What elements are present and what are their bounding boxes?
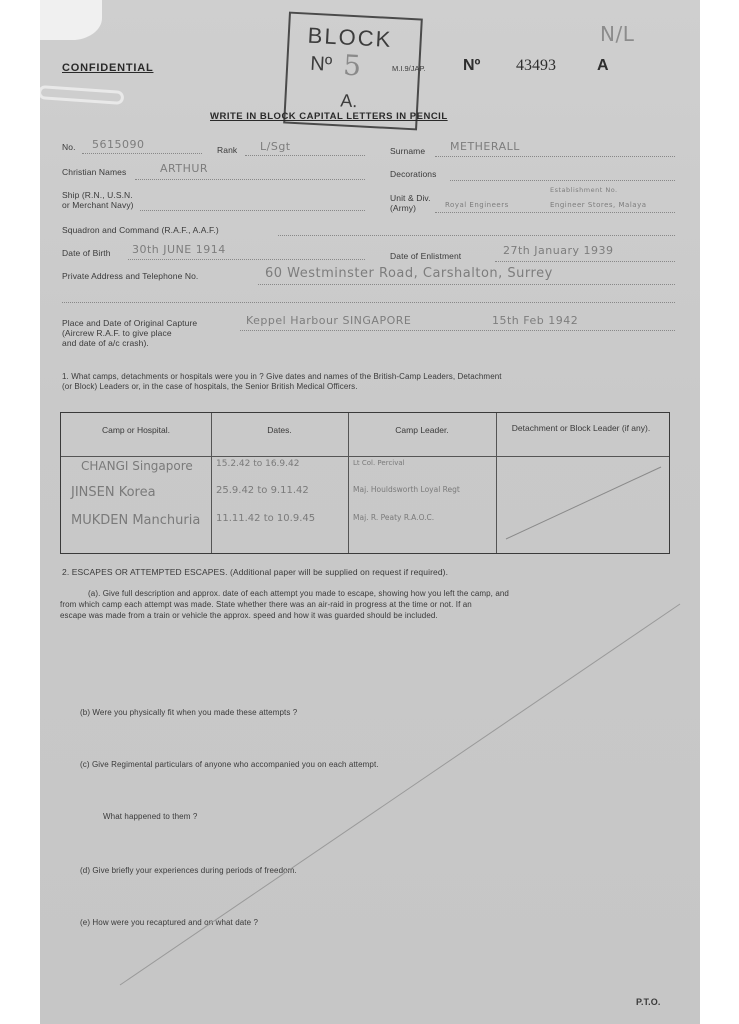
- surname-value: METHERALL: [450, 140, 520, 153]
- serial-number: 43493: [516, 57, 556, 74]
- table-row-2-dates: 25.9.42 to 9.11.42: [216, 485, 309, 496]
- question-2a-line1: (a). Give full description and approx. date of each attempt you made to escape, showing how you left the camp, and: [88, 589, 509, 598]
- scan-margin-left: [0, 0, 40, 1024]
- christian-names-label: Christian Names: [62, 167, 127, 177]
- question-2b: (b) Were you physically fit when you made these attempts ?: [80, 708, 298, 717]
- column-header-leader: Camp Leader.: [395, 425, 449, 435]
- question-2-heading: 2. ESCAPES OR ATTEMPTED ESCAPES. (Additional paper will be supplied on request if required).: [62, 567, 449, 577]
- stamp-handwritten-number: 5: [342, 48, 362, 83]
- address-label: Private Address and Telephone No.: [62, 271, 199, 281]
- table-row-3-dates: 11.11.42 to 10.9.45: [216, 513, 316, 524]
- decorations-label: Decorations: [390, 169, 437, 179]
- stamp-number-label: Nº: [309, 52, 333, 76]
- christian-names-value: ARTHUR: [160, 162, 209, 175]
- unit-value-line2a: Royal Engineers: [445, 201, 509, 209]
- capture-label-line2: (Aircrew R.A.F. to give place: [62, 328, 172, 338]
- corner-mark: N/L: [600, 22, 635, 46]
- document-page: [40, 0, 700, 1024]
- pencil-instruction: WRITE IN BLOCK CAPITAL LETTERS IN PENCIL: [210, 111, 448, 122]
- enlistment-label: Date of Enlistment: [390, 251, 462, 261]
- table-row-2-leader: Maj. Houldsworth Loyal Regt: [353, 485, 460, 494]
- serial-suffix: A: [597, 57, 609, 74]
- table-row-3-leader: Maj. R. Peaty R.A.O.C.: [353, 513, 435, 522]
- capture-place-value: Keppel Harbour SINGAPORE: [246, 314, 412, 327]
- table-row-1-camp: CHANGI Singapore: [81, 459, 193, 473]
- capture-date-value: 15th Feb 1942: [492, 314, 579, 327]
- ship-label-line1: Ship (R.N., U.S.N.: [62, 190, 133, 200]
- question-1-line1: 1. What camps, detachments or hospitals were you in ? Give dates and names of the British-Camp Leaders, Detachment: [62, 372, 502, 381]
- column-header-dates: Dates.: [267, 425, 292, 435]
- capture-label-line1: Place and Date of Original Capture: [62, 318, 198, 328]
- table-row-1-leader: Lt Col. Percival: [353, 459, 405, 467]
- dob-label: Date of Birth: [62, 248, 111, 258]
- stamp-letter: A.: [339, 90, 358, 112]
- unit-label-line2: (Army): [390, 203, 417, 213]
- table-row-3-camp: MUKDEN Manchuria: [71, 513, 201, 528]
- pto-label: P.T.O.: [636, 997, 661, 1007]
- ship-label-line2: or Merchant Navy): [62, 200, 134, 210]
- enlistment-value: 27th January 1939: [503, 244, 614, 257]
- surname-label: Surname: [390, 146, 426, 156]
- unit-label-line1: Unit & Div.: [390, 193, 431, 203]
- stamp-block-text: BLOCK: [307, 22, 393, 52]
- address-value: 60 Westminster Road, Carshalton, Surrey: [265, 266, 553, 281]
- squadron-label: Squadron and Command (R.A.F., A.A.F.): [62, 225, 219, 235]
- confidential-label: CONFIDENTIAL: [62, 62, 154, 74]
- unit-value-line2b: Engineer Stores, Malaya: [550, 201, 647, 209]
- unit-value-line1: Establishment No.: [550, 186, 618, 194]
- dob-value: 30th JUNE 1914: [132, 243, 226, 256]
- question-2c-followup: What happened to them ?: [103, 812, 198, 821]
- question-2c: (c) Give Regimental particulars of anyone who accompanied you on each attempt.: [80, 760, 379, 769]
- serial-prefix: Nº: [463, 57, 481, 74]
- rank-value: L/Sgt: [260, 140, 291, 153]
- capture-label-line3: and date of a/c crash).: [62, 338, 149, 348]
- question-2a-line2: from which camp each attempt was made. State whether there was an air-raid in progress at the time or not. If an: [60, 600, 472, 609]
- column-header-detachment: Detachment or Block Leader (if any).: [511, 423, 651, 433]
- column-header-camp: Camp or Hospital.: [101, 425, 171, 435]
- reference-code: M.I.9/JAP.: [392, 64, 426, 73]
- number-value: 5615090: [92, 138, 145, 151]
- scan-margin-right: [700, 0, 739, 1024]
- table-row-2-camp: JINSEN Korea: [71, 485, 156, 500]
- pencil-cancel-line: [40, 0, 700, 1024]
- question-2d: (d) Give briefly your experiences during periods of freedom.: [80, 866, 297, 875]
- question-2e: (e) How were you recaptured and on what date ?: [80, 918, 259, 927]
- question-1-line2: (or Block) Leaders or, in the case of hospitals, the Senior British Medical Officers.: [62, 382, 358, 391]
- question-2a-line3: escape was made from a train or vehicle the approx. speed and how it was guarded should be included.: [60, 611, 438, 620]
- rank-label: Rank: [217, 145, 238, 155]
- table-row-1-dates: 15.2.42 to 16.9.42: [216, 459, 300, 469]
- number-label: No.: [62, 142, 76, 152]
